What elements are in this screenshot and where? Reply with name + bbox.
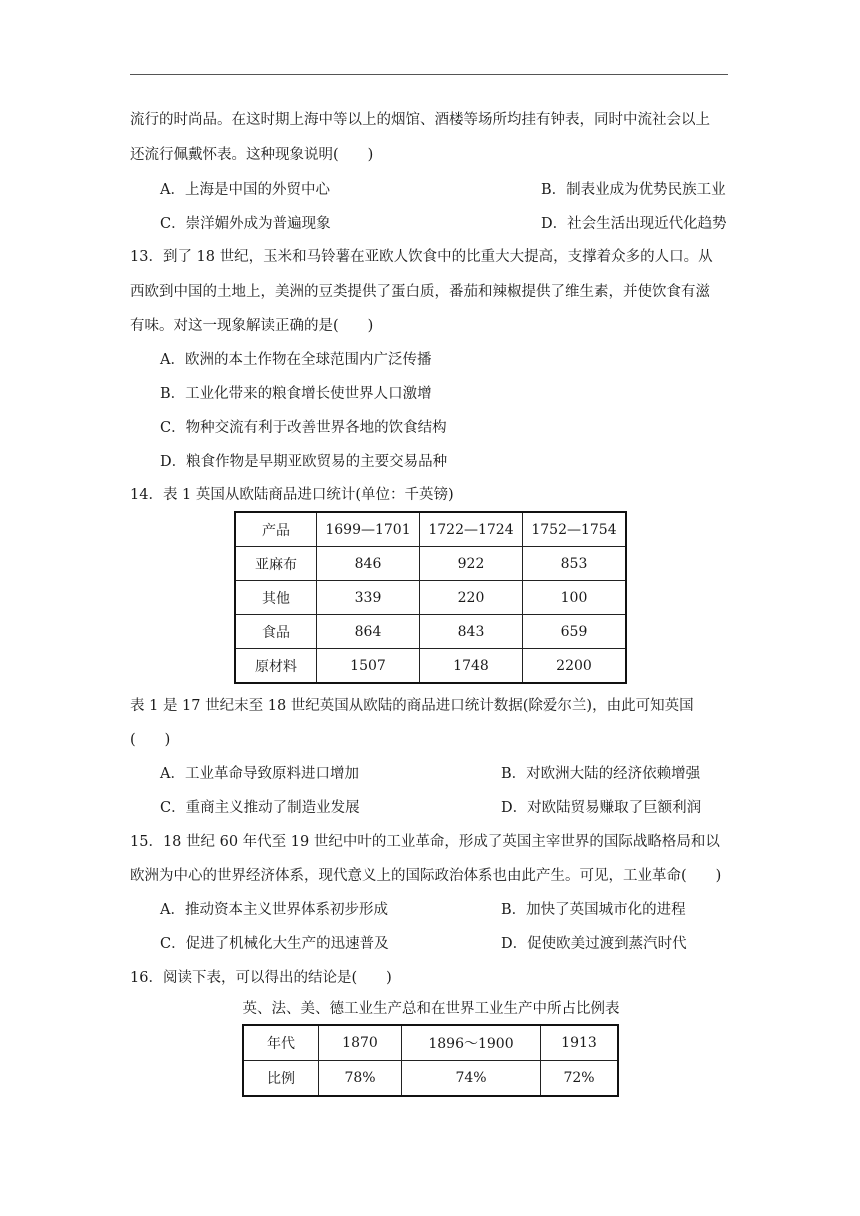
table-cell: 220: [420, 581, 523, 615]
option-a: A．推动资本主义世界体系初步形成: [160, 902, 388, 918]
import-table: [234, 511, 627, 684]
proportion-table: [242, 1024, 619, 1097]
table-cell: 1722—1724: [420, 512, 523, 547]
option-a: A．上海是中国的外贸中心: [160, 182, 330, 198]
table-cell: 1913: [541, 1025, 619, 1061]
table-cell: 100: [523, 581, 627, 615]
table-row: [235, 649, 626, 684]
table-cell: 1896～1900: [402, 1025, 541, 1061]
question-13-text: 西欧到中国的土地上，美洲的豆类提供了蛋白质，番茄和辣椒提供了维生素，并使饮食有滋: [130, 284, 710, 300]
table-cell: 843: [420, 615, 523, 649]
table-row: [235, 581, 626, 615]
table-cell: 1507: [317, 649, 420, 684]
table-cell: 其他: [235, 581, 317, 615]
table-cell: 659: [523, 615, 627, 649]
table-cell: 1748: [420, 649, 523, 684]
table-cell: 864: [317, 615, 420, 649]
table-row: [235, 547, 626, 581]
option-a: A．欧洲的本土作物在全球范围内广泛传播: [160, 352, 432, 368]
question-14-title: 14．表 1 英国从欧陆商品进口统计(单位：千英镑): [130, 487, 454, 503]
question-16-text: 16．阅读下表，可以得出的结论是( ): [130, 970, 392, 986]
table-cell: 年代: [243, 1025, 319, 1061]
question-14-text: ( ): [130, 732, 171, 748]
table-cell: 亚麻布: [235, 547, 317, 581]
table-cell: 原材料: [235, 649, 317, 684]
option-b: B．工业化带来的粮食增长使世界人口激增: [160, 386, 432, 402]
table-cell: 产品: [235, 512, 317, 547]
table-cell: 比例: [243, 1061, 319, 1097]
option-c: C．促进了机械化大生产的迅速普及: [160, 936, 389, 952]
table-cell: 2200: [523, 649, 627, 684]
text-line: 流行的时尚品。在这时期上海中等以上的烟馆、酒楼等场所均挂有钟表，同时中流社会以上: [130, 112, 710, 128]
option-d: D．粮食作物是早期亚欧贸易的主要交易品种: [160, 454, 448, 470]
option-b: B．制表业成为优势民族工业: [541, 182, 726, 198]
option-b: B．对欧洲大陆的经济依赖增强: [501, 766, 701, 782]
table-cell: 1699—1701: [317, 512, 420, 547]
table-cell: 食品: [235, 615, 317, 649]
option-d: D．促使欧美过渡到蒸汽时代: [501, 936, 687, 952]
option-b: B．加快了英国城市化的进程: [501, 902, 686, 918]
table-cell: 72%: [541, 1061, 619, 1097]
table-cell: 922: [420, 547, 523, 581]
question-13-text: 13．到了 18 世纪，玉米和马铃薯在亚欧人饮食中的比重大大提高，支撑着众多的人口。从: [130, 249, 713, 265]
table-cell: 74%: [402, 1061, 541, 1097]
table-header-row: [235, 512, 626, 547]
table-header-row: [243, 1025, 618, 1061]
option-d: D．社会生活出现近代化趋势: [541, 216, 727, 232]
question-15-text: 15．18 世纪 60 年代至 19 世纪中叶的工业革命，形成了英国主宰世界的国际战略格局和以: [130, 834, 720, 850]
option-a: A．工业革命导致原料进口增加: [160, 766, 359, 782]
table-cell: 853: [523, 547, 627, 581]
table-caption: 英、法、美、德工业生产总和在世界工业生产中所占比例表: [242, 1001, 620, 1017]
table-cell: 846: [317, 547, 420, 581]
table-row: [235, 615, 626, 649]
table-cell: 1752—1754: [523, 512, 627, 547]
text-line: 还流行佩戴怀表。这种现象说明( ): [130, 147, 374, 163]
table-row: [243, 1061, 618, 1097]
option-c: C．崇洋媚外成为普遍现象: [160, 216, 331, 232]
table-cell: 1870: [319, 1025, 402, 1061]
option-c: C．物种交流有利于改善世界各地的饮食结构: [160, 420, 447, 436]
header-rule: [130, 74, 728, 75]
table-cell: 339: [317, 581, 420, 615]
table-cell: 78%: [319, 1061, 402, 1097]
question-15-text: 欧洲为中心的世界经济体系，现代意义上的国际政治体系也由此产生。可见，工业革命( ): [130, 868, 722, 884]
question-13-text: 有味。对这一现象解读正确的是( ): [130, 318, 374, 334]
question-14-text: 表 1 是 17 世纪末至 18 世纪英国从欧陆的商品进口统计数据(除爱尔兰)，由此可知英国: [130, 698, 694, 714]
option-c: C．重商主义推动了制造业发展: [160, 800, 360, 816]
option-d: D．对欧陆贸易赚取了巨额利润: [501, 800, 702, 816]
